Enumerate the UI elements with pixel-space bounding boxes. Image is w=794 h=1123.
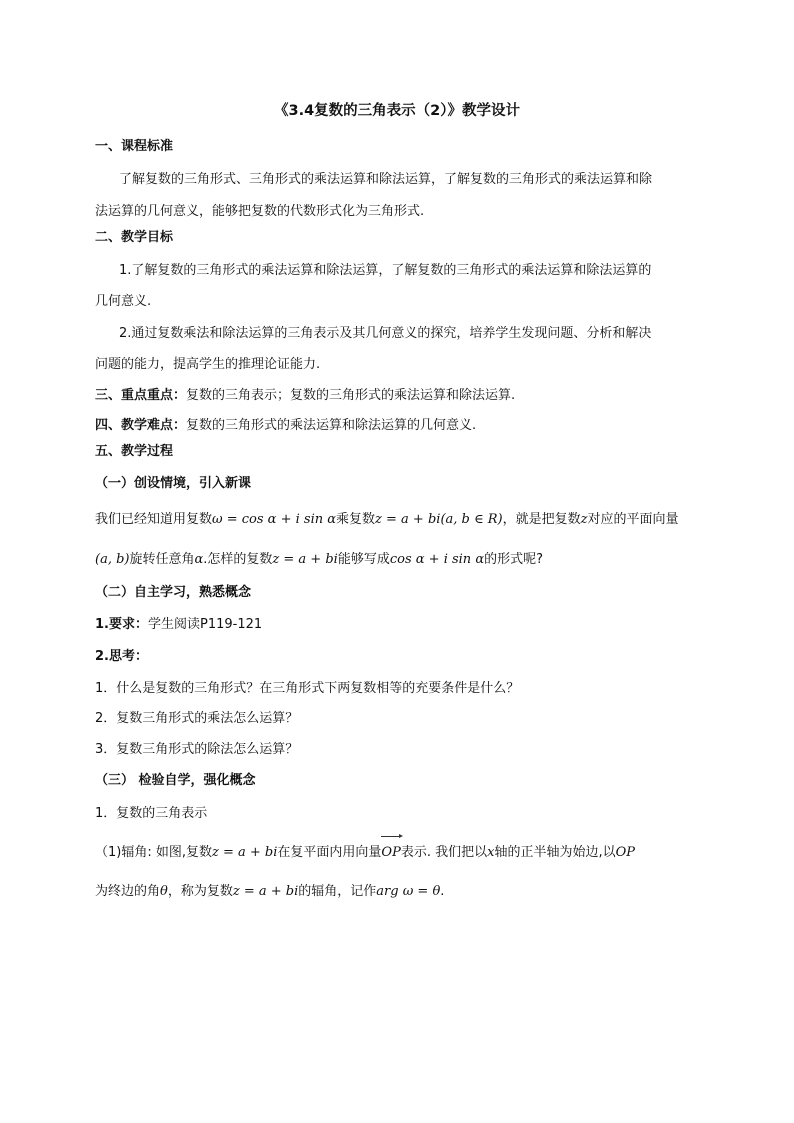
- formula-vector: (a, b): [95, 552, 130, 567]
- vector-label: OP: [381, 845, 401, 860]
- subsection-heading: （三） 检验自学，强化概念: [95, 773, 256, 788]
- requirement-line: [95, 615, 704, 635]
- difficult-points-label: 四、教学难点：: [95, 418, 187, 433]
- text-run: 旋转任意角: [129, 552, 195, 567]
- formula-arg: arg ω = θ: [376, 884, 441, 899]
- text-run: ，称为复数: [167, 884, 233, 899]
- text-run: 能够写成: [337, 552, 390, 567]
- formula-z: z = a + bi(a, b ∈ R): [375, 512, 503, 527]
- question-2: 2．复数三角形式的乘法怎么运算？: [95, 711, 299, 726]
- text-run: 我们已经知道用复数: [95, 512, 213, 527]
- formula-trig: cos α + i sin α: [389, 552, 485, 567]
- text-run: （1)辐角: 如图,复数: [95, 845, 212, 860]
- formula-z-algebraic: z = a + bi: [212, 845, 278, 860]
- goal-line: 1.了解复数的三角形式的乘法运算和除法运算，了解复数的三角形式的乘法运算和除法运算的: [119, 263, 652, 278]
- question-3: 3．复数三角形式的除法怎么运算？: [95, 742, 299, 757]
- definition-line-2: [95, 882, 704, 902]
- paragraph-line: 了解复数的三角形式、三角形式的乘法运算和除法运算，了解复数的三角形式的乘法运算和除: [119, 172, 653, 187]
- formula-z-algebraic: z = a + bi: [232, 884, 299, 899]
- goal-line: 几何意义.: [95, 294, 152, 309]
- question-1: 1．什么是复数的三角形式？在三角形式下两复数相等的充要条件是什么？: [95, 681, 520, 696]
- vector-op: [381, 843, 400, 863]
- key-points-label: 三、重点重点：: [95, 388, 187, 403]
- text-run: 对应的平面向量: [587, 512, 679, 527]
- think-label: 2.思考：: [95, 649, 148, 664]
- document-title: 《3.4复数的三角表示（2）》教学设计: [273, 103, 521, 119]
- subsection-heading: （一）创设情境，引入新课: [95, 476, 252, 491]
- formula-z-algebraic: z = a + bi: [272, 552, 338, 567]
- text-run: 轴的正半轴为始边,以: [494, 845, 616, 860]
- vector-arrow-icon: [381, 836, 400, 840]
- formula-theta: θ: [160, 884, 168, 899]
- formula-z-var: z: [580, 512, 588, 527]
- text-run: 的形式呢?: [484, 552, 543, 567]
- text-run: ，就是把复数: [502, 512, 581, 527]
- difficult-points: [95, 416, 704, 436]
- difficult-points-text: 复数的三角形式的乘法运算和除法运算的几何意义.: [186, 418, 477, 433]
- goal-line: 问题的能力，提高学生的推理论证能力.: [95, 357, 321, 372]
- section-heading-process: 五、教学过程: [95, 444, 174, 459]
- text-run: 为终边的角: [95, 884, 161, 899]
- text-run: 在复平面内用向量: [277, 845, 382, 860]
- goal-line: 2.通过复数乘法和除法运算的三角表示及其几何意义的探究，培养学生发现问题、分析和解决: [119, 326, 652, 341]
- subsection-heading: （二）自主学习，熟悉概念: [95, 585, 252, 600]
- intro-line-1: [95, 510, 704, 530]
- key-points: [95, 386, 704, 406]
- formula-op: OP: [615, 845, 635, 860]
- formula-alpha: α: [194, 552, 204, 567]
- paragraph-line: 法运算的几何意义，能够把复数的代数形式化为三角形式.: [95, 204, 425, 219]
- text-run: 表示. 我们把以: [400, 845, 488, 860]
- definition-line-1: [95, 843, 704, 863]
- formula-x: x: [487, 845, 495, 860]
- key-points-text: 复数的三角表示；复数的三角形式的乘法运算和除法运算.: [186, 388, 516, 403]
- text-run: 乘复数: [336, 512, 376, 527]
- concept-heading: 1．复数的三角表示: [95, 806, 208, 821]
- section-heading-goals: 二、教学目标: [95, 230, 174, 245]
- text-run: .怎样的复数: [203, 552, 273, 567]
- requirement-label: 1.要求：: [95, 617, 148, 632]
- section-heading-curriculum: 一、课程标准: [95, 139, 174, 154]
- intro-line-2: [95, 550, 704, 570]
- text-run: .: [440, 884, 445, 899]
- text-run: 的辐角，记作: [298, 884, 377, 899]
- formula-omega: ω = cos α + i sin α: [212, 512, 337, 527]
- requirement-text: 学生阅读P119-121: [147, 617, 263, 632]
